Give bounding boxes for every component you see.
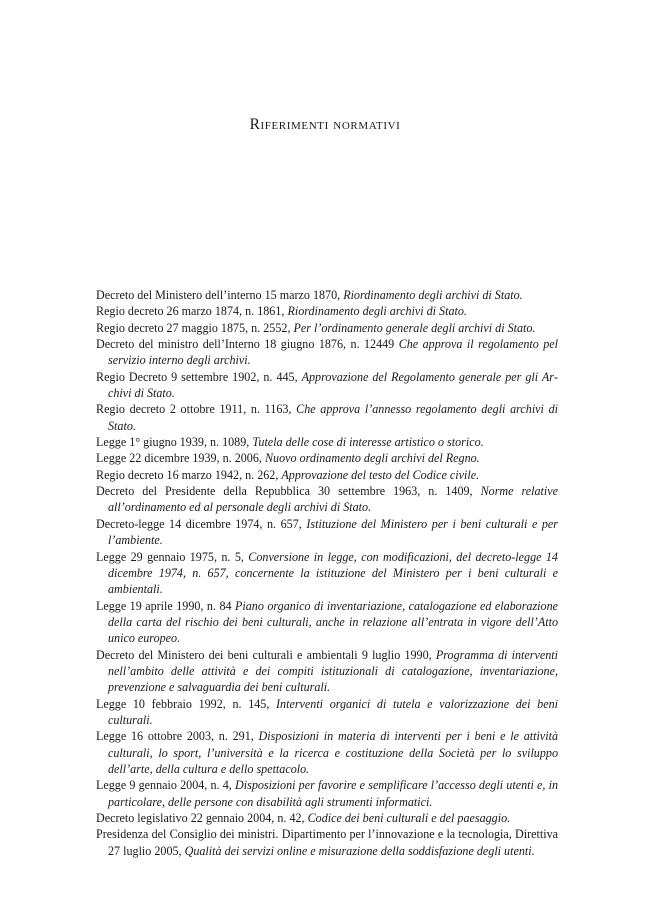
reference-item [96, 728, 558, 777]
reference-title: Norme relative all’ordinamento ed al personale degli archivi di Stato. [108, 484, 559, 515]
reference-title: Programma di interventi nell’ambito delle attività e dei compiti istituzionali di catalogazione, inventariazione, prevenzione e salvaguardia dei beni culturali. [108, 647, 558, 695]
reference-title: Approvazione del testo del Codice civile. [281, 467, 480, 482]
reference-item [96, 777, 558, 810]
reference-title: Riordinamento degli archivi di Stato. [343, 288, 523, 302]
reference-law: Regio decreto 2 ottobre 1911, n. 1163, [96, 402, 292, 417]
reference-title: Nuovo ordinamento degli archivi del Regno. [264, 451, 480, 466]
reference-law: Regio decreto 16 marzo 1942, n. 262, [96, 467, 279, 482]
reference-item [96, 369, 558, 402]
reference-title: Tutela delle cose di interesse artistico o storico. [252, 435, 484, 450]
reference-title: Istituzione del Ministero per i beni culturali e per l’ambiente. [108, 516, 558, 548]
reference-item [96, 467, 558, 483]
reference-item [96, 303, 558, 319]
reference-law: Legge 1° giugno 1939, n. 1089, [96, 435, 250, 450]
reference-law: Regio decreto 27 maggio 1875, n. 2552, [96, 320, 291, 335]
reference-item [96, 696, 558, 729]
reference-title: Per l’ordinamento generale degli archivi di Stato. [293, 320, 536, 335]
reference-law: Decreto del ministro dell’Interno 18 giugno 1876, n. 12449 [96, 337, 395, 352]
reference-item [96, 287, 558, 303]
reference-law: Legge 10 febbraio 1992, n. 145, [96, 696, 270, 711]
reference-law: Regio Decreto 9 settembre 1902, n. 445, [96, 369, 298, 384]
reference-title: Disposizioni in materia di interventi per i beni e le attività culturali, lo sport, l’università e la ricerca e costituzione della Società per lo sviluppo dell’arte, della cultura e dello spettacolo. [108, 729, 558, 776]
reference-item [96, 516, 558, 549]
reference-item [96, 336, 558, 369]
reference-title: Piano organico di inventariazione, catalogazione ed elaborazione della carta del rischio dei beni culturali, anche in relazione all’entrata in vigore dell’Atto unico europeo. [108, 598, 558, 646]
reference-item [96, 320, 558, 336]
reference-law: Decreto-legge 14 dicembre 1974, n. 657, [96, 516, 302, 531]
reference-item [96, 450, 558, 466]
page-title: Riferimenti normativi [249, 116, 401, 133]
reference-item [96, 483, 558, 516]
reference-law: Legge 9 gennaio 2004, n. 4, [96, 778, 232, 793]
reference-item [96, 810, 558, 826]
reference-item [96, 826, 558, 859]
reference-title: Conversione in legge, con modificazioni, del decreto-legge 14 dicembre 1974, n. 657, concernente la istituzione del Ministero per i beni culturali e ambientali. [108, 549, 558, 597]
reference-law: Legge 16 ottobre 2003, n. 291, [96, 729, 254, 744]
reference-item [96, 401, 558, 434]
reference-law: Legge 22 dicembre 1939, n. 2006, [96, 451, 262, 466]
reference-title: Disposizioni per favorire e semplificare l’accesso degli utenti e, in particolare, delle persone con disabilità agli strumenti informatici. [108, 778, 559, 809]
reference-item [96, 434, 558, 450]
reference-item [96, 598, 558, 647]
references-list [96, 287, 558, 859]
reference-law: Decreto del Presidente della Repubblica 30 settembre 1963, n. 1409, [96, 484, 473, 499]
reference-title: Approvazione del Regolamento generale per gli Archivi di Stato. [108, 369, 558, 401]
reference-title: Codice dei beni culturali e del paesaggio. [307, 811, 511, 825]
reference-law: Regio decreto 26 marzo 1874, n. 1861, [96, 304, 285, 319]
reference-law: Decreto legislativo 22 gennaio 2004, n. 42, [96, 811, 305, 825]
reference-law: Decreto del Ministero dei beni culturali e ambientali 9 luglio 1990, [96, 647, 432, 662]
reference-title: Che approva il regolamento pel servizio interno degli archivi. [108, 337, 558, 368]
reference-title: Che approva l’annesso regolamento degli archivi di Stato. [108, 402, 558, 433]
reference-title: Riordinamento degli archivi di Stato. [287, 304, 467, 319]
reference-law: Legge 19 aprile 1990, n. 84 [96, 598, 232, 613]
reference-law: Legge 29 gennaio 1975, n. 5, [96, 549, 244, 564]
reference-item [96, 647, 558, 696]
reference-law: Presidenza del Consiglio dei ministri. Dipartimento per l’innovazione e la tecnologia, Direttiva 27 luglio 2005, [96, 827, 558, 858]
reference-title: Interventi organici di tutela e valorizzazione dei beni culturali. [108, 696, 558, 727]
reference-title: Qualità dei servizi online e misurazione della soddisfazione degli utenti. [184, 843, 535, 858]
reference-law: Decreto del Ministero dell’interno 15 marzo 1870, [96, 288, 341, 302]
reference-item [96, 549, 558, 598]
